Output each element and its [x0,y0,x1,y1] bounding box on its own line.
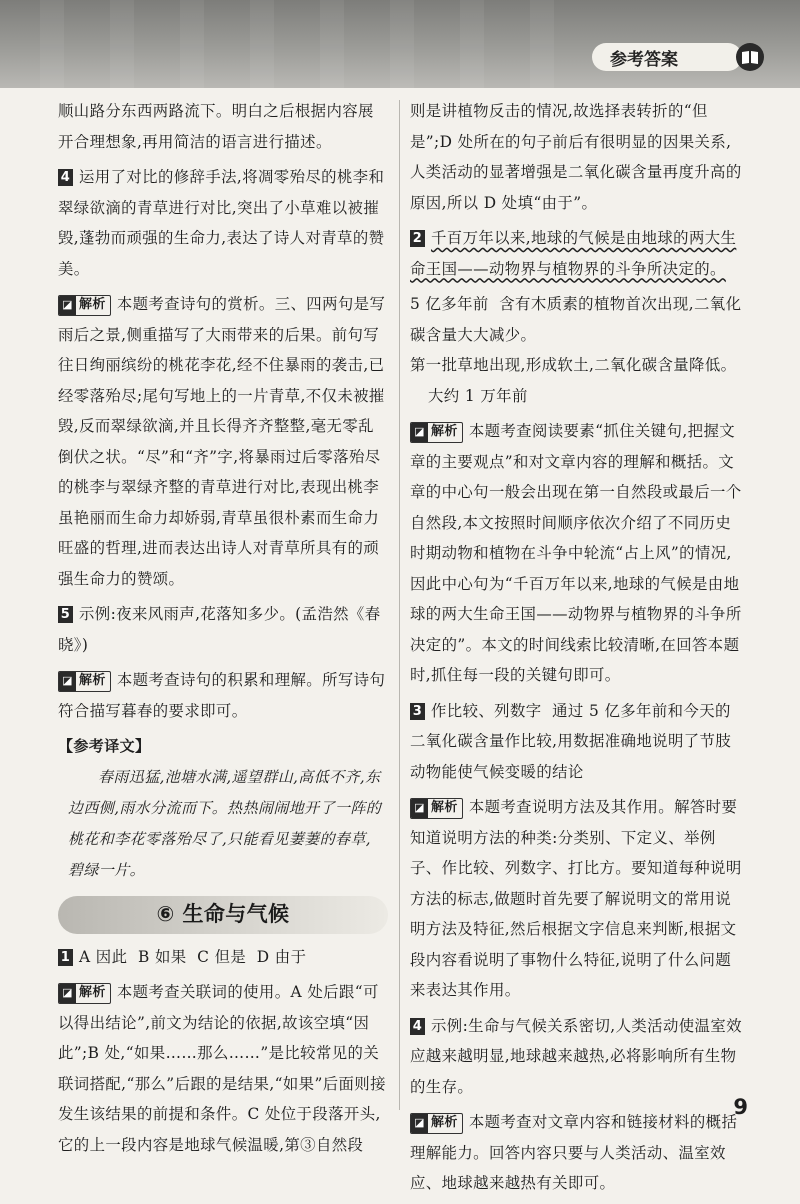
column-divider [399,100,400,1110]
section-title: ⑥ 生命与气候 [58,896,388,934]
analysis-text: 本题考查阅读要素“抓住关键句,把握文章的主要观点”和对文章内容的理解和概括。文章的中心句一般会出现在第一自然段或最后一个自然段,本文按照时间顺序依次介绍了不同历史时期动物和植物在斗争中轮流“占上风”的情况,因此中心句为“千百万年以来,地球的气候是由地球的两大生命王国——动物界与植物界的斗争所决定的”。本文的时间线索比较清晰,在回答本题时,抓住每一段的关键句即可。 [410,422,742,684]
intro-text: 顺山路分东西两路流下。明白之后根据内容展开合理想象,再用简洁的语言进行描述。 [58,102,374,151]
continued-text: 则是讲植物反击的情况,故选择表转折的“但是”;D 处所在的句子前后有很明显的因果关系,人类活动的显著增强是二氧化碳含量再度升高的原因,所以 D 处填“由于”。 [410,102,742,212]
analysis-text: 本题考查诗句的赏析。三、四两句是写雨后之景,侧重描写了大雨带来的后果。前句写往日绚丽缤纷的桃花李花,经不住暴雨的袭击,已经零落殆尽;尾句写地上的一片青草,不仅未被摧毁,反而翠绿欲滴,并且长得齐齐整整,毫无零乱倒伏之状。“尽”和“齐”字,将暴雨过后零落殆尽的桃李与翠绿齐整的青草进行对比,表现出桃李虽艳丽而生命力却娇弱,青草虽很朴素而生命力旺盛的哲理,进而表达出诗人对青草所具有的顽强生命力的赞颂。 [58,295,386,588]
answer-4-right [410,1011,746,1103]
answer-2-detail-1: 5 亿多年前 含有木质素的植物首次出现,二氧化碳含量大大减少。 [410,295,742,344]
analysis-icon: ◪ [411,1114,428,1133]
answer-1 [58,942,388,973]
analysis-text: 本题考查对文章内容和链接材料的概括理解能力。回答内容只要与人类活动、温室效应、地球越来越热有关即可。 [410,1113,738,1192]
analysis-tag: ◪ 解析 [58,295,111,316]
analysis-tag: ◪ 解析 [58,983,111,1004]
answer-3 [410,696,746,788]
left-column [58,96,388,1165]
analysis-3 [410,792,746,1006]
question-number: 3 [410,703,425,720]
answer-text: 示例:夜来风雨声,花落知多少。(孟浩然《春晓》) [58,605,381,654]
answer-2 [410,223,746,284]
analysis-icon: ◪ [411,423,428,442]
question-number: 4 [410,1018,425,1035]
answer-text: 作比较、列数字 通过 5 亿多年前和今天的二氧化碳含量作比较,用数据准确地说明了节肢动物能使气候变暖的结论 [410,701,732,781]
analysis-tag: ◪ 解析 [410,798,463,819]
answer-text: 运用了对比的修辞手法,将凋零殆尽的桃李和翠绿欲滴的青草进行对比,突出了小草难以被摧毁,蓬勃而顽强的生命力,表达了诗人对青草的赞美。 [58,168,385,278]
answer-key-label: 参考答案 [592,43,742,71]
question-number: 2 [410,230,425,247]
right-column [410,96,746,1204]
reference-heading: 【参考译文】 [58,737,151,755]
analysis-icon: ◪ [411,799,428,818]
answer-2-detail-2: 第一批草地出现,形成软土,二氧化碳含量降低。大约 1 万年前 [410,356,737,405]
answer-5 [58,599,388,660]
analysis-icon: ◪ [59,296,76,315]
answer-text: 千百万年以来,地球的气候是由地球的两大生命王国——动物界与植物界的斗争所决定的。 [410,229,737,278]
analysis-icon: ◪ [59,672,76,691]
analysis-tag: ◪ 解析 [410,1113,463,1134]
analysis-4 [58,289,388,594]
question-number: 4 [58,169,73,186]
question-number: 5 [58,606,73,623]
analysis-tag: ◪ 解析 [58,671,111,692]
analysis-tag: ◪ 解析 [410,422,463,443]
analysis-5 [58,665,388,726]
analysis-icon: ◪ [59,984,76,1003]
book-icon [736,43,764,71]
answer-4 [58,162,388,284]
analysis-2 [410,416,746,691]
answer-text: 示例:生命与气候关系密切,人类活动使温室效应越来越明显,地球越来越热,必将影响所有生物的生存。 [410,1016,742,1096]
question-number: 1 [58,949,73,966]
analysis-text: 本题考查关联词的使用。A 处后跟“可以得出结论”,前文为结论的依据,故该空填“因此”;B 处,“如果……那么……”是比较常见的关联词搭配,“那么”后跟的是结果,“如果”后面则接发生该结果的前提和条件。C 处位于段落开头,它的上一段内容是地球气候温暖,第③自然段 [58,983,386,1154]
reference-translation: 春雨迅猛,池塘水满,遥望群山,高低不齐,东边西侧,雨水分流而下。热热闹闹地开了一阵的桃花和李花零落殆尽了,只能看见萋萋的春草,碧绿一片。 [68,767,382,879]
analysis-1 [58,977,388,1160]
analysis-4-right [410,1107,746,1199]
page-number: 9 [733,1095,748,1119]
analysis-text: 本题考查说明方法及其作用。解答时要知道说明方法的种类:分类别、下定义、举例子、作比较、列数字、打比方。要知道每种说明方法的标志,做题时首先要了解说明文的常用说明方法及特征,然后根据文字信息来判断,根据文段内容看说明了事物什么特征,说明了什么问题来表达其作用。 [410,798,742,999]
answer-text: A 因此 B 如果 C 但是 D 由于 [79,947,307,966]
analysis-text: 本题考查诗句的积累和理解。所写诗句符合描写暮春的要求即可。 [58,671,386,720]
